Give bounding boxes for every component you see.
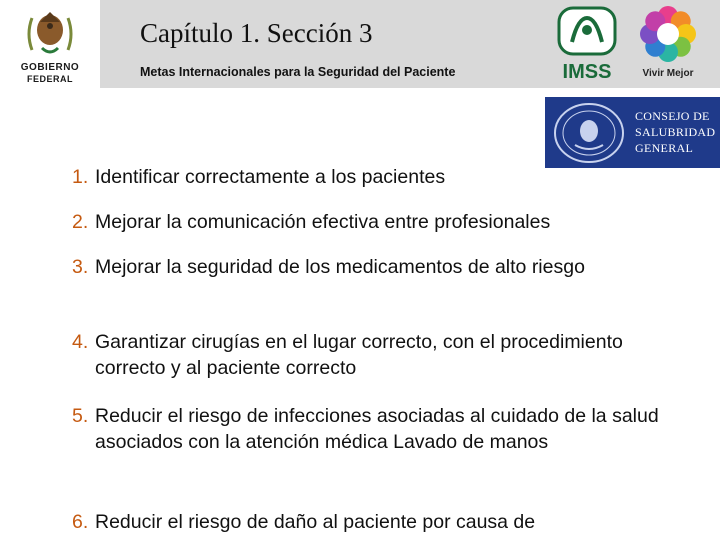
national-seal-icon bbox=[551, 101, 627, 165]
page-title: Capítulo 1. Sección 3 bbox=[140, 18, 373, 48]
general-label: GENERAL bbox=[635, 141, 694, 155]
item-number: 4. bbox=[72, 331, 89, 353]
gobierno-federal-logo bbox=[0, 0, 100, 88]
vivir-mejor-flower-icon bbox=[636, 2, 700, 66]
consejo-label: CONSEJO DE bbox=[635, 109, 710, 123]
salubridad-label: SALUBRIDAD bbox=[635, 125, 716, 139]
item-text: Reducir el riesgo de infecciones asociadas al cuidado de la salud asociados con la atención médica Lavado de manos bbox=[95, 405, 659, 453]
item-text: Identificar correctamente a los pacientes bbox=[95, 166, 446, 188]
mexican-eagle-emblem-icon bbox=[22, 4, 78, 62]
list-item bbox=[72, 509, 535, 535]
item-number: 6. bbox=[72, 511, 89, 533]
imss-logo-icon bbox=[556, 6, 618, 84]
item-number: 1. bbox=[72, 166, 89, 188]
list-item bbox=[72, 164, 445, 190]
consejo-salubridad-logo bbox=[545, 97, 720, 168]
item-number: 5. bbox=[72, 405, 89, 427]
imss-text: IMSS bbox=[562, 61, 612, 83]
item-text: Reducir el riesgo de daño al paciente por causa de bbox=[95, 511, 536, 533]
list-item bbox=[72, 329, 672, 381]
vivir-mejor-label: Vivir Mejor bbox=[642, 68, 694, 79]
list-item bbox=[72, 403, 672, 455]
item-text: Garantizar cirugías en el lugar correcto, con el procedimiento correcto y al paciente correcto bbox=[95, 331, 623, 379]
item-text: Mejorar la comunicación efectiva entre profesionales bbox=[95, 211, 551, 233]
item-number: 2. bbox=[72, 211, 89, 233]
federal-label: FEDERAL bbox=[27, 74, 73, 84]
item-text: Mejorar la seguridad de los medicamentos de alto riesgo bbox=[95, 256, 585, 278]
item-number: 3. bbox=[72, 256, 89, 278]
list-item bbox=[72, 254, 585, 280]
list-item bbox=[72, 209, 550, 235]
page-subtitle: Metas Internacionales para la Seguridad del Paciente bbox=[140, 65, 456, 79]
gobierno-label: GOBIERNO bbox=[20, 62, 80, 73]
